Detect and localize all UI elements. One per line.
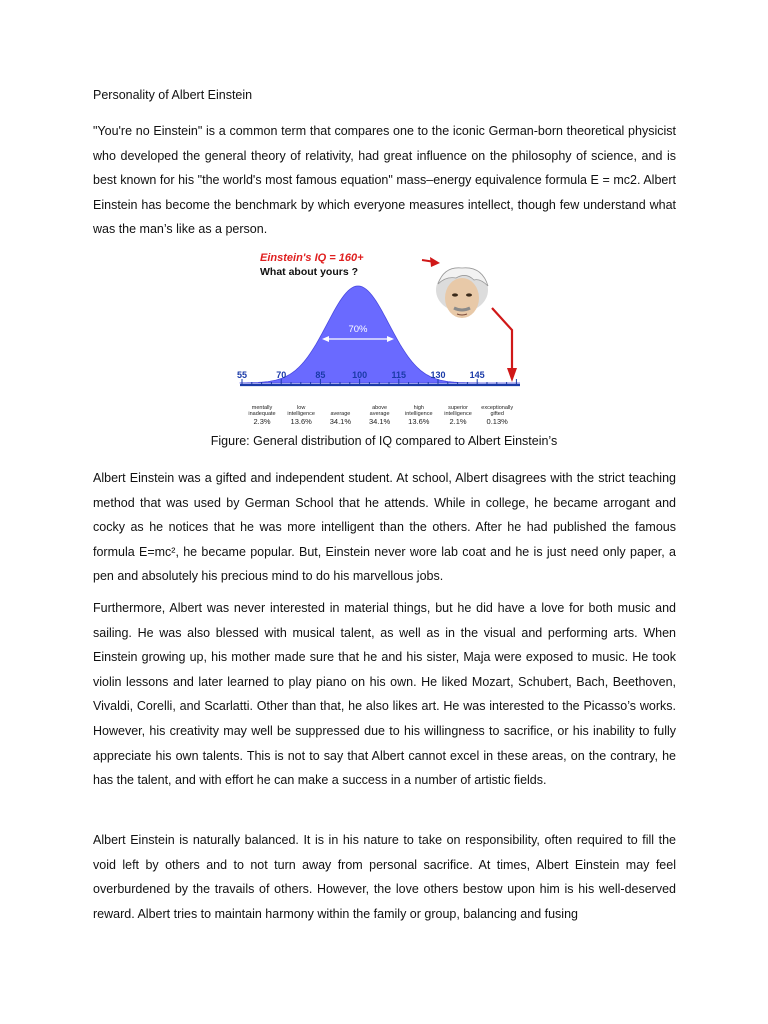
axis-tick-label: 85 (315, 370, 326, 380)
category-percent: 13.6% (290, 417, 312, 426)
category-label: intelligence (287, 411, 315, 417)
axis-tick-labels (237, 370, 485, 380)
category-label: intelligence (444, 411, 472, 417)
axis-tick-label: 145 (469, 370, 485, 380)
einstein-portrait-icon (436, 268, 488, 318)
iq-distribution-chart (230, 248, 530, 433)
category-percent: 13.6% (408, 417, 430, 426)
axis-tick-label: 70 (276, 370, 287, 380)
category-label: exceptionally (481, 405, 514, 411)
axis-tick-label: 100 (352, 370, 368, 380)
category-label: inadequate (248, 411, 276, 417)
pointer-arrow-down-head (507, 368, 517, 382)
figure-heading-iq: Einstein's IQ = 160+ (260, 252, 364, 264)
category-percent: 2.1% (449, 417, 467, 426)
pointer-arrow-down (492, 308, 512, 370)
category-label: gifted (490, 411, 504, 417)
iq-distribution-figure (230, 248, 530, 433)
pointer-arrow-head (430, 257, 440, 267)
category-label: above (372, 405, 388, 411)
category-label: average (369, 411, 390, 417)
category-percent: 2.3% (253, 417, 271, 426)
category-percent: 34.1% (368, 417, 391, 426)
category-label: average (330, 411, 351, 417)
paragraph-balanced: Albert Einstein is naturally balanced. It is in his nature to take on responsibility, often required to fill the void left by others and to not turn away from personal sacrifice. At times, Albert Einstein may feel overburdened by the travails of others. However, the love others bestow upon him is his well-deserved reward. Albert tries to maintain harmony within the family or group, balancing and fusing (93, 833, 676, 921)
figure-caption: Figure: General distribution of IQ compared to Albert Einstein’s (210, 434, 558, 448)
document-title: Personality of Albert Einstein (93, 88, 253, 102)
category-labels (248, 405, 513, 426)
category-label: intelligence (405, 411, 433, 417)
category-label: high (413, 405, 425, 411)
category-label: mentally (251, 405, 273, 411)
paragraph-intro: "You're no Einstein" is a common term that compares one to the iconic German-born theoretical physicist who developed the general theory of relativity, had great influence on the philosophy of science, and is best known for his "the world's most famous equation" mass–energy equivalence formula E = mc2. Albert Einstein has become the benchmark by which everyone measures intellect, though few understand what was the man’s like as a person. (93, 124, 676, 237)
category-percent: 0.13% (486, 417, 508, 426)
figure-heading-question: What about yours ? (260, 266, 358, 278)
category-percent: 34.1% (329, 417, 352, 426)
axis-tick-label: 115 (391, 370, 407, 380)
paragraph-student: Albert Einstein was a gifted and independent student. At school, Albert disagrees with the strict teaching method that was used by German School that he attends. While in college, he became arrogant and cocky as he notices that he was more intelligent than the others. After he had published the famous formula E=mc², he became popular. But, Einstein never wore lab coat and he is just need only paper, a pen and absolutely his precious mind to do his marvellous jobs. (93, 471, 676, 584)
paragraph-music-art: Furthermore, Albert was never interested in material things, but he did have a love for both music and sailing. He was also blessed with musical talent, as well as in the visual and performing arts. When Einstein growing up, his mother made sure that he and his sister, Maja were exposed to music. He took violin lessons and later learned to play piano on his own. He liked Mozart, Schubert, Bach, Beethoven, Vivaldi, Corelli, and Scarlatti. Other than that, he also likes art. He was interested to the Picasso’s works. However, his creativity may well be suppressed due to his willingness to sacrifice, or his inability to fully appreciate his own talents. This is not to say that Albert cannot excel in these areas, on the contrary, he has the talent, and with effort he can make a success in a number of artistic fields. (93, 601, 676, 788)
category-label: superior (448, 405, 468, 411)
axis-tick-label: 130 (430, 370, 446, 380)
axis-tick-label: 55 (236, 370, 248, 380)
center-percent-label: 70% (348, 324, 368, 335)
category-label: low (297, 405, 306, 411)
